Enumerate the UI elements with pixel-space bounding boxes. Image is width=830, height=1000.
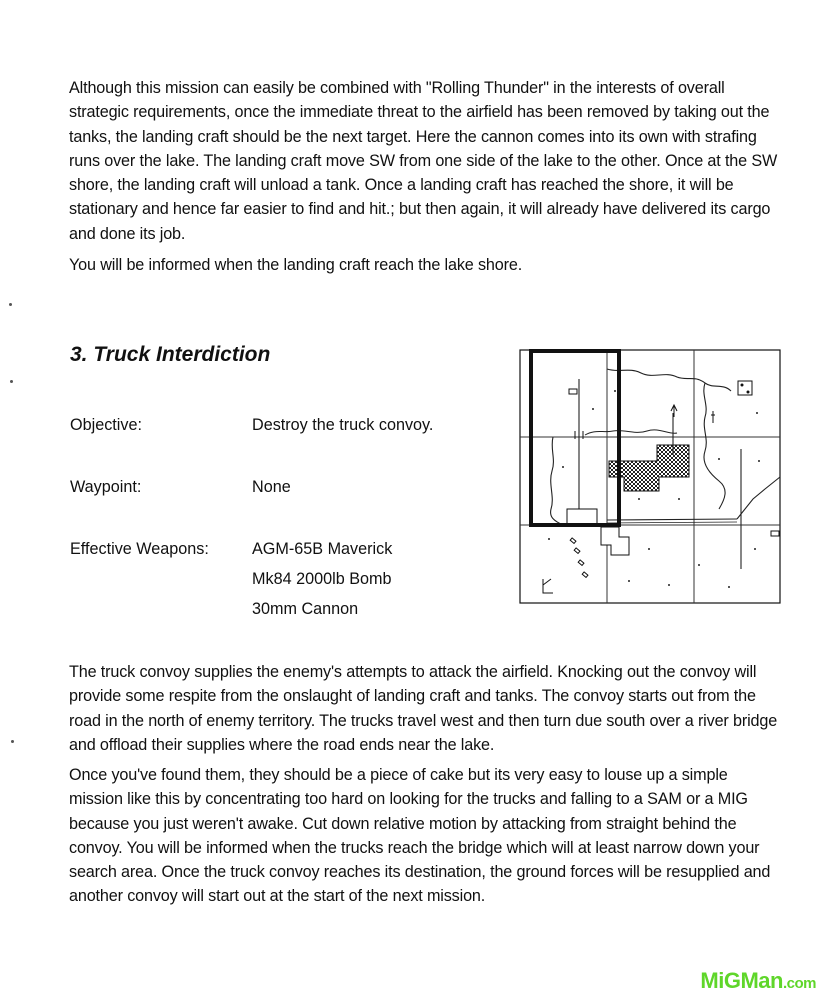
objective-value: Destroy the truck convoy. xyxy=(252,416,434,434)
watermark-logo xyxy=(700,968,816,994)
weapon-item: AGM-65B Maverick xyxy=(252,540,393,558)
objective-label: Objective: xyxy=(70,416,142,434)
airfield-icon xyxy=(738,381,752,395)
body-paragraph: Once you've found them, they should be a piece of cake but its very easy to louse up a simple mission like this by concentrating too hard on looking for the trucks and falling to a SAM or a MIG because you just weren't awake. Cut down relative motion by attacking from straight behind the convoy. You will be informed when the trucks reach the bridge which will at least narrow down your search area. Once the truck convoy reaches its destination, the ground forces will be resupplied and another convoy will start out at the start of the next mission. xyxy=(69,766,771,906)
waypoint-value: None xyxy=(252,478,291,496)
mission-map xyxy=(519,349,781,604)
body-paragraph: The truck convoy supplies the enemy's attempts to attack the airfield. Knocking out the convoy will provide some respite from the onslaught of landing craft and tanks. The convoy starts out from the road in the north of enemy territory. The trucks travel west and then turn due south over a river bridge and offload their supplies where the road ends near the lake. xyxy=(69,663,778,754)
weapon-item: 30mm Cannon xyxy=(252,600,359,618)
weapon-item: Mk84 2000lb Bomb xyxy=(252,570,392,588)
waypoint-label: Waypoint: xyxy=(70,478,142,496)
intro-paragraph: Although this mission can easily be combined with "Rolling Thunder" in the interests of overall strategic requirements, once the immediate threat to the airfield has been removed by taking out the tanks, the landing craft should be the next target. Here the cannon comes into its own with strafing runs over the lake. The landing craft move SW from one side of the lake to the other. Once at the SW shore, the landing craft will unload a tank. Once a landing craft has reached the shore, it will be stationary and hence far easier to find and hit.; but then again, it will already have delivered its cargo and done its job. xyxy=(69,79,778,243)
watermark-suffix: .com xyxy=(782,975,816,992)
watermark-main: MiGMan xyxy=(700,968,783,993)
section-title: 3. Truck Interdiction xyxy=(70,343,271,366)
airfield-icon xyxy=(567,509,597,525)
intro-note: You will be informed when the landing craft reach the lake shore. xyxy=(69,256,523,274)
weapons-label: Effective Weapons: xyxy=(70,540,209,558)
